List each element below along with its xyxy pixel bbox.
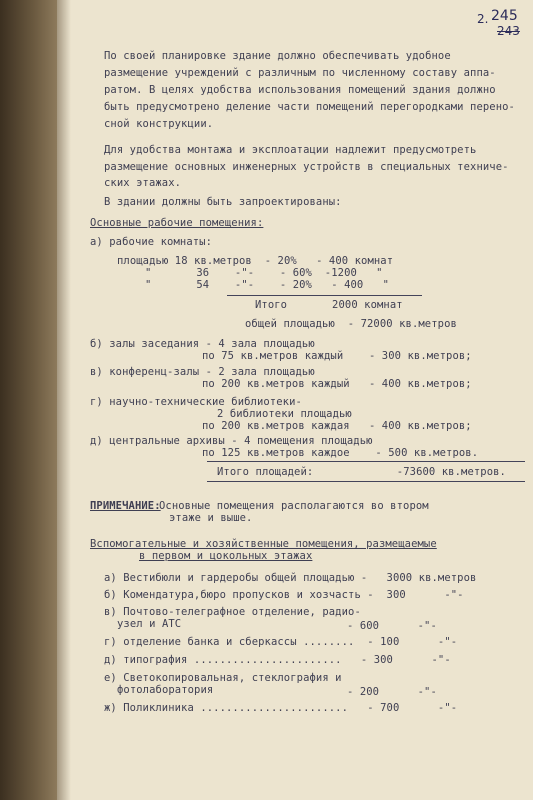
aux-item-zh: ж) Поликлиника ....................... - 700 -"-	[104, 702, 458, 714]
aux-item-e-value: - 200 -"-	[347, 686, 437, 698]
aux-heading-line1: Вспомогательные и хозяйственные помещения, размещаемые	[90, 538, 437, 550]
aux-heading-line2: в первом и цокольных этажах	[139, 550, 313, 562]
item-v-line2: по 200 кв.метров каждый - 400 кв.метров;	[202, 378, 472, 390]
note-line1: Основные помещения располагаются во втором	[159, 500, 429, 512]
item-d-line1: д) центральные архивы - 4 помещения площадью	[90, 435, 373, 447]
page-number-handwritten: 245	[491, 8, 518, 24]
rooms-area: общей площадью - 72000 кв.метров	[245, 318, 457, 330]
para1-line4: быть предусмотрено деление части помещений перегородками перено-	[104, 101, 515, 113]
note-label: ПРИМЕЧАНИЕ:	[90, 500, 161, 512]
rooms-total: Итого 2000 комнат	[255, 299, 403, 311]
aux-item-v-value: - 600 -"-	[347, 620, 437, 632]
item-a-label: а) рабочие комнаты:	[90, 236, 213, 248]
item-d-line2: по 125 кв.метров каждое - 500 кв.метров.	[202, 447, 479, 459]
para2-line2: размещение основных инженерных устройств в специальных техниче-	[104, 161, 509, 173]
page-number-old: 243	[497, 24, 520, 38]
grand-total: Итого площадей: -73600 кв.метров.	[217, 466, 506, 478]
aux-item-b: б) Комендатура,бюро пропусков и хозчасть - 300 -"-	[104, 589, 464, 601]
section-heading-main: Основные рабочие помещения:	[90, 217, 264, 229]
item-g-line3: по 200 кв.метров каждая - 400 кв.метров;	[202, 420, 472, 432]
aux-item-g: г) отделение банка и сберкассы ........ - 100 -"-	[104, 636, 458, 648]
para1-line3: ратом. В целях удобства использования помещений здания должно	[104, 84, 496, 96]
total-rule-bottom	[207, 481, 525, 482]
rooms-row-3: " 54 -"- - 20% - 400 "	[145, 279, 390, 291]
aux-item-d: д) типография ....................... - 300 -"-	[104, 654, 451, 666]
item-b-line2: по 75 кв.метров каждый - 300 кв.метров;	[202, 350, 472, 362]
rooms-row-1: площадью 18 кв.метров - 20% - 400 комнат	[117, 255, 394, 267]
page-shadow	[57, 0, 71, 800]
aux-item-v-line2: узел и АТС	[117, 618, 182, 630]
aux-item-e-line1: е) Светокопировальная, стеклография и	[104, 672, 342, 684]
page-number-prefix: 2.	[477, 12, 489, 26]
rooms-row-2: " 36 -"- - 60% -1200 "	[145, 267, 383, 279]
item-v-line1: в) конференц-залы - 2 зала площадью	[90, 366, 315, 378]
aux-item-e-line2: фотолаборатория	[117, 684, 214, 696]
note-line2: этаже и выше.	[169, 512, 253, 524]
para1-line1: По своей планировке здание должно обеспечивать удобное	[104, 50, 451, 62]
item-g-line2: 2 библиотеки площадью	[217, 408, 352, 420]
para1-line2: размещение учреждений с различным по численному составу аппа-	[104, 67, 496, 79]
total-rule-top	[207, 461, 525, 462]
item-b-line1: б) залы заседания - 4 зала площадью	[90, 338, 315, 350]
aux-item-v-line1: в) Почтово-телеграфное отделение, радио-	[104, 606, 361, 618]
para2-line3: ских этажах.	[104, 177, 182, 189]
document-page	[57, 0, 533, 800]
intro-line: В здании должны быть запроектированы:	[104, 196, 342, 208]
item-g-line1: г) научно-технические библиотеки-	[90, 396, 302, 408]
para2-line1: Для удобства монтажа и эксплоатации надлежит предусмотреть	[104, 144, 477, 156]
binding-edge	[0, 0, 57, 800]
subtotal-rule	[227, 295, 422, 296]
aux-item-a: а) Вестибюли и гардеробы общей площадью - 3000 кв.метров	[104, 572, 477, 584]
para1-line5: сной конструкции.	[104, 118, 214, 130]
